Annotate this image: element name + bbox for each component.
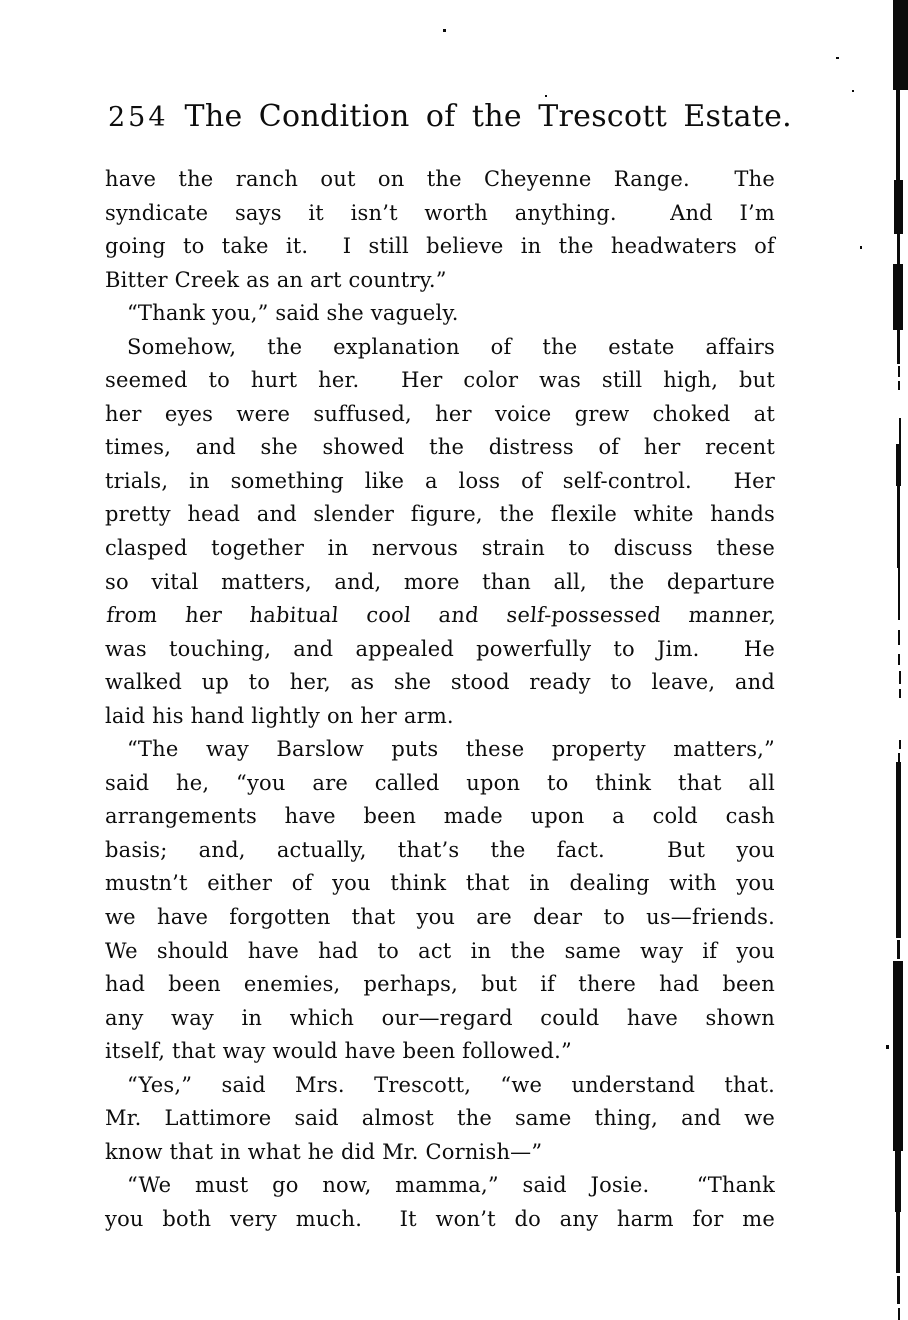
text-line: times, and she showed the distress of her recent xyxy=(105,435,775,460)
text-line: Somehow, the explanation of the estate affairs xyxy=(127,334,775,359)
text-line: you both very much. It won’t do any harm for me xyxy=(105,1206,775,1231)
text-line: “The way Barslow puts these property matters,” xyxy=(127,737,775,762)
body-text xyxy=(105,163,778,1237)
text-line: “We must go now, mamma,” said Josie. “Thank xyxy=(127,1173,775,1198)
text-line: her eyes were suffused, her voice grew choked at xyxy=(105,401,775,426)
text-line: Mr. Lattimore said almost the same thing, and we xyxy=(105,1106,775,1131)
text-line: pretty head and slender figure, the flexile white hands xyxy=(105,502,775,527)
text-line: “Yes,” said Mrs. Trescott, “we understand that. xyxy=(127,1072,775,1097)
text-line: mustn’t either of you think that in dealing with you xyxy=(105,871,775,896)
text-line: “Thank you,” said she vaguely. xyxy=(127,301,459,326)
text-line: We should have had to act in the same way if you xyxy=(105,938,775,963)
text-line: had been enemies, perhaps, but if there had been xyxy=(105,972,775,997)
text-line: Bitter Creek as an art country.” xyxy=(105,267,447,292)
text-line: laid his hand lightly on her arm. xyxy=(105,703,454,728)
text-line: we have forgotten that you are dear to us—friends. xyxy=(105,905,775,930)
text-line: so vital matters, and, more than all, the departure xyxy=(105,569,775,594)
running-title: The Condition of the Trescott Estate. xyxy=(184,99,792,134)
running-header xyxy=(108,99,792,134)
text-line: syndicate says it isn’t worth anything. And I’m xyxy=(105,200,775,225)
text-line: arrangements have been made upon a cold cash xyxy=(105,804,775,829)
text-line: itself, that way would have been followed.” xyxy=(105,1039,572,1064)
text-line: have the ranch out on the Cheyenne Range. The xyxy=(105,167,775,191)
text-line: any way in which our—regard could have shown xyxy=(105,1005,775,1030)
text-line: from her habitual cool and self-possessed manner, xyxy=(105,603,778,628)
text-line: clasped together in nervous strain to discuss these xyxy=(105,536,775,561)
text-line: going to take it. I still believe in the headwaters of xyxy=(105,234,775,259)
text-line: trials, in something like a loss of self-control. Her xyxy=(105,468,775,493)
text-line: walked up to her, as she stood ready to leave, and xyxy=(105,670,775,695)
page-number: 254 xyxy=(108,102,169,133)
text-line: know that in what he did Mr. Cornish—” xyxy=(105,1139,543,1164)
text-line: said he, “you are called upon to think that all xyxy=(105,770,775,795)
text-line: basis; and, actually, that’s the fact. But you xyxy=(105,837,775,862)
text-line: was touching, and appealed powerfully to Jim. He xyxy=(105,636,775,661)
text-line: seemed to hurt her. Her color was still high, but xyxy=(105,368,775,393)
